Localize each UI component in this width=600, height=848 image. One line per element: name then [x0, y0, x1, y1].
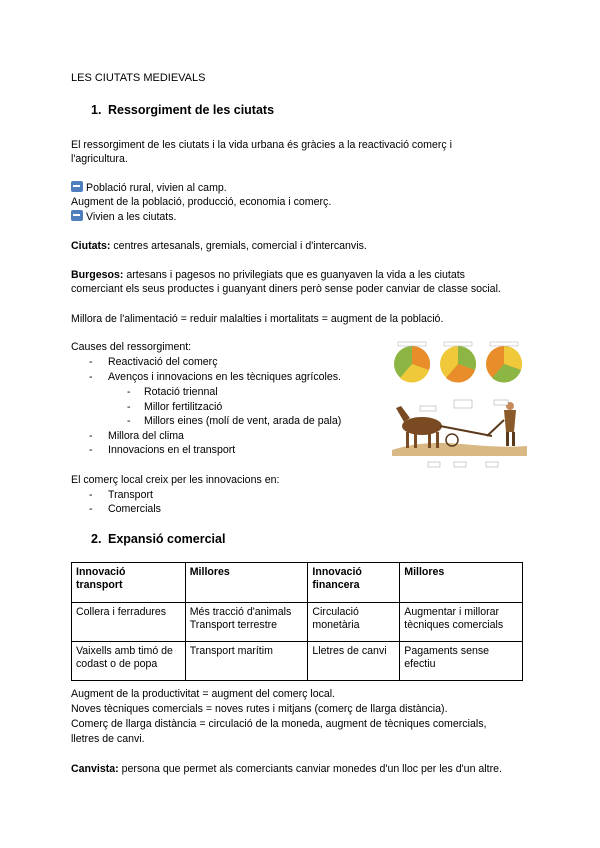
plough-icon: [440, 420, 504, 446]
table-cell: Circulació monetària: [308, 603, 400, 642]
burgesos-label: Burgesos:: [71, 269, 124, 281]
paragraph-tecniques: Noves tècniques comercials = noves rutes i mitjans (comerç de llarga distància).: [71, 703, 448, 715]
section1-heading: Ressorgiment de les ciutats: [108, 103, 275, 117]
table-cell: Lletres de canvi: [308, 642, 400, 681]
ciutats-text: centres artesanals, gremials, comercial i d'intercanvis.: [110, 240, 367, 252]
burgesos-text-1: artesans i pagesos no privilegiats que es guanyaven la vida a les ciutats: [123, 269, 465, 281]
burgesos-text-2: comerciant els seus productes i guanyant diners però sense poder canviar de classe social.: [71, 283, 501, 295]
flow-item-2: Augment de la població, producció, economia i comerç.: [71, 196, 332, 208]
table-header-row: [72, 563, 523, 603]
subcause-item: Rotació triennal: [144, 386, 218, 398]
dash: -: [89, 444, 93, 456]
rotation-pie-3: [486, 342, 522, 382]
comerc-item: Comercials: [108, 503, 161, 515]
table-cell: Vaixells amb timó de codast o de popa: [72, 642, 186, 681]
subcause-item: Millor fertilització: [144, 401, 223, 413]
canvista-label: Canvista:: [71, 763, 119, 775]
dash: -: [89, 430, 93, 442]
causes-title: Causes del ressorgiment:: [71, 341, 192, 353]
table-cell: Collera i ferradures: [72, 603, 186, 642]
cause-item: Innovacions en el transport: [108, 444, 236, 456]
table-header-cell: Innovació financera: [308, 563, 400, 603]
cause-item: Reactivació del comerç: [108, 356, 218, 368]
dash: -: [89, 356, 93, 368]
dash: -: [127, 401, 131, 413]
dash: -: [89, 489, 93, 501]
section1-number: 1.: [91, 103, 102, 117]
canvista-text: persona que permet als comerciants canviar monedes d'un lloc per les d'un altre.: [118, 763, 502, 775]
table-row: [72, 642, 523, 681]
table-cell: Pagaments sense efectiu: [400, 642, 523, 681]
dash: -: [89, 503, 93, 515]
burgesos-definition: [71, 268, 465, 282]
canvista-definition: [71, 762, 502, 776]
dash: -: [127, 386, 131, 398]
paragraph-productivitat: Augment de la productivitat = augment del comerç local.: [71, 688, 336, 700]
cause-item: Millora del clima: [108, 430, 184, 442]
table-header-cell: Millores: [400, 563, 523, 603]
intro-line-1: El ressorgiment de les ciutats i la vida urbana és gràcies a la reactivació comerç i: [71, 139, 452, 151]
intro-line-2: l'agricultura.: [71, 153, 128, 165]
paragraph-llarga-distancia: Comerç de llarga distància = circulació de la moneda, augment de tècniques comercials,: [71, 718, 487, 730]
illustration-label-tags: [420, 400, 508, 467]
table-header-cell: Millores: [185, 563, 308, 603]
flow-text-3: Vivien a les ciutats.: [86, 211, 177, 223]
arrow-left-icon: [71, 181, 83, 192]
ciutats-definition: [71, 239, 367, 253]
table-cell: Transport marítim: [185, 642, 308, 681]
millora-text: Millora de l'alimentació = reduir malalties i mortalitats = augment de la població.: [71, 313, 444, 325]
agriculture-illustration: [392, 340, 527, 480]
page-title: LES CIUTATS MEDIEVALS: [71, 72, 206, 84]
dash: -: [89, 371, 93, 383]
farmer-icon: [504, 402, 516, 446]
dash: -: [127, 415, 131, 427]
comerc-title: El comerç local creix per les innovacions en:: [71, 474, 280, 486]
ciutats-label: Ciutats:: [71, 240, 111, 252]
comerc-item: Transport: [108, 489, 153, 501]
subcause-item: Millors eines (molí de vent, arada de pala): [144, 415, 342, 427]
rotation-pie-1: [394, 342, 430, 382]
table-cell: Més tracció d'animals Transport terrestre: [185, 603, 308, 642]
innovations-table: [71, 562, 523, 681]
section2-heading: Expansió comercial: [108, 532, 226, 546]
table-cell: Augmentar i millorar tècniques comercials: [400, 603, 523, 642]
horse-icon: [396, 406, 442, 448]
paragraph-lletres: lletres de canvi.: [71, 733, 145, 745]
arrow-right-icon: [71, 210, 83, 221]
flow-text-1: Població rural, vivien al camp.: [86, 182, 227, 194]
cause-item: Avenços i innovacions en les tècniques agrícoles.: [108, 371, 342, 383]
flow-item-3: [71, 210, 177, 224]
rotation-pie-2: [440, 342, 476, 382]
section2-number: 2.: [91, 532, 102, 546]
table-row: [72, 603, 523, 642]
table-header-cell: Innovació transport: [72, 563, 186, 603]
flow-item-1: [71, 181, 227, 195]
